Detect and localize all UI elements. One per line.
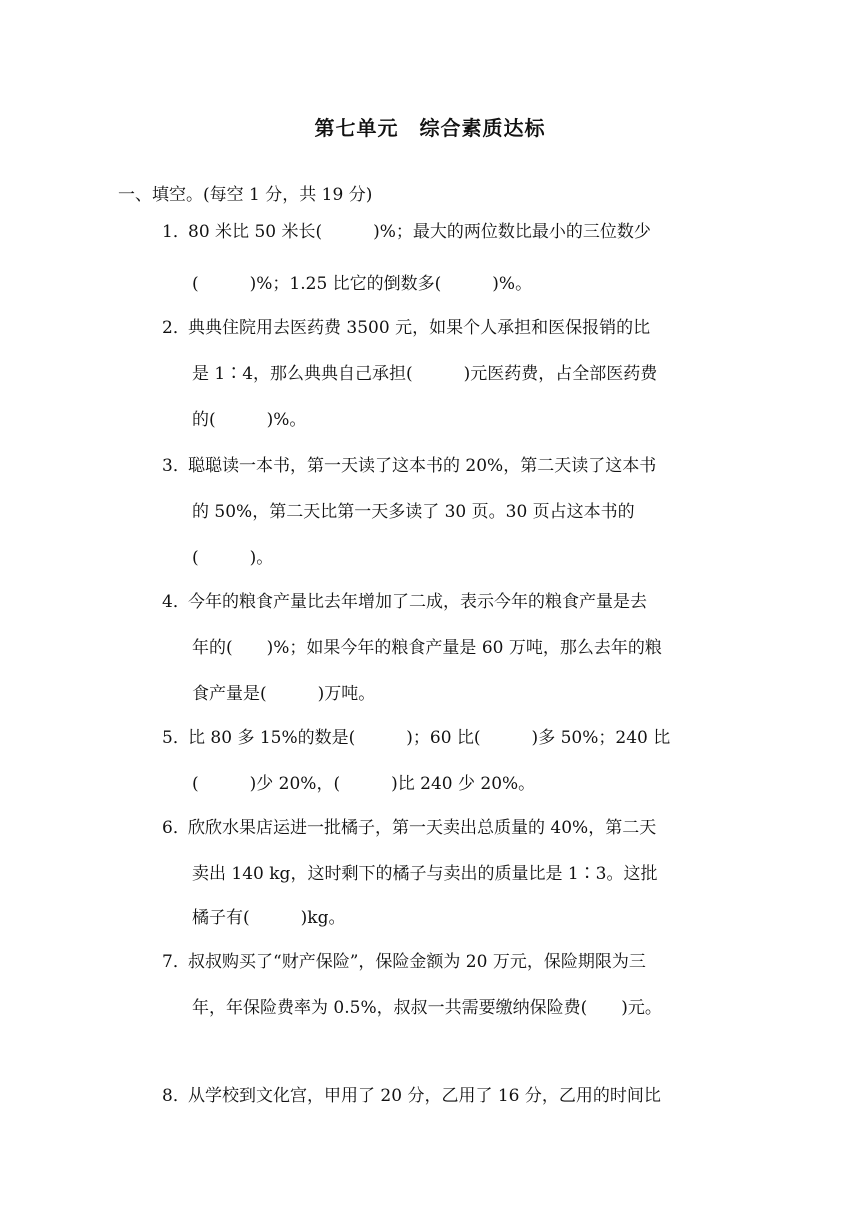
- question-2-line-1: 典典住院用去医药费 3500 元，如果个人承担和医保报销的比: [188, 318, 651, 338]
- question-6-number: 6．: [162, 818, 190, 838]
- question-3-line-3: ( )。: [192, 548, 274, 568]
- question-1-line-1: 80 米比 50 米长( )%；最大的两位数比最小的三位数少: [188, 222, 651, 242]
- section-heading: 一、填空。(每空 1 分，共 19 分): [118, 185, 373, 205]
- question-4-line-2: 年的( )%；如果今年的粮食产量是 60 万吨，那么去年的粮: [192, 638, 662, 658]
- question-7-line-2: 年，年保险费率为 0.5%，叔叔一共需要缴纳保险费( )元。: [192, 998, 662, 1018]
- question-4-number: 4．: [162, 592, 190, 612]
- question-4-line-1: 今年的粮食产量比去年增加了二成，表示今年的粮食产量是去: [188, 592, 647, 612]
- question-5-number: 5．: [162, 728, 190, 748]
- page-title: 第七单元 综合素质达标: [314, 116, 546, 140]
- question-8-number: 8．: [162, 1086, 190, 1106]
- question-1-line-2: ( )%；1.25 比它的倒数多( )%。: [192, 274, 533, 294]
- question-6-line-2: 卖出 140 kg，这时剩下的橘子与卖出的质量比是 1∶3。这批: [192, 864, 658, 884]
- question-2-line-2: 是 1∶4，那么典典自己承担( )元医药费，占全部医药费: [192, 364, 658, 384]
- question-6-line-1: 欣欣水果店运进一批橘子，第一天卖出总质量的 40%，第二天: [188, 818, 657, 838]
- question-3-line-2: 的 50%，第二天比第一天多读了 30 页。30 页占这本书的: [192, 502, 635, 522]
- question-7-number: 7．: [162, 952, 190, 972]
- question-6-line-3: 橘子有( )kg。: [192, 908, 346, 928]
- question-2-number: 2．: [162, 318, 190, 338]
- question-5-line-2: ( )少 20%，( )比 240 少 20%。: [192, 774, 536, 794]
- question-7-line-1: 叔叔购买了“财产保险”，保险金额为 20 万元，保险期限为三: [188, 952, 646, 972]
- question-8-line-1: 从学校到文化宫，甲用了 20 分，乙用了 16 分，乙用的时间比: [188, 1086, 661, 1106]
- question-3-line-1: 聪聪读一本书，第一天读了这本书的 20%，第二天读了这本书: [188, 456, 657, 476]
- question-3-number: 3．: [162, 456, 190, 476]
- question-4-line-3: 食产量是( )万吨。: [192, 684, 376, 704]
- question-2-line-3: 的( )%。: [192, 410, 307, 430]
- question-5-line-1: 比 80 多 15%的数是( )；60 比( )多 50%；240 比: [188, 728, 671, 748]
- question-1-number: 1．: [162, 222, 190, 242]
